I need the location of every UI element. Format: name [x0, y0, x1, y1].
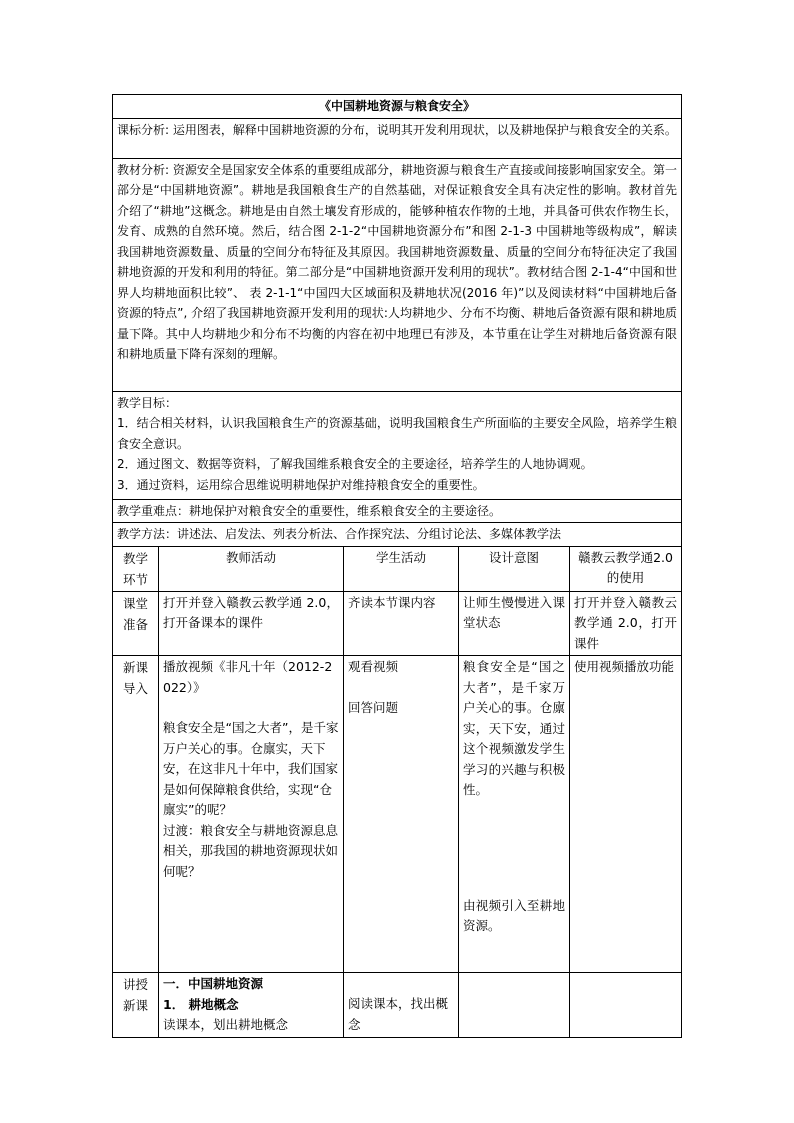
teacher-transition: 过渡：粮食安全与耕地资源息息相关，那我国的耕地资源现状如何呢？ — [163, 822, 339, 879]
student-task: 阅读课本，找出概念 — [348, 996, 449, 1032]
student-activity-prep: 齐读本节课内容 — [344, 591, 459, 656]
design-intent-intro-2: 由视频引入至耕地资源。 — [463, 897, 565, 933]
student-watch-video: 观看视频 — [348, 659, 399, 674]
header-student-activity: 学生活动 — [344, 546, 459, 591]
teacher-play-video: 播放视频《非凡十年（2012-2022）》 — [163, 659, 333, 695]
objective-item: 1．结合相关材料，认识我国粮食生产的资源基础，说明我国粮食生产所面临的主要安全风险，培养学生粮食安全意识。 — [117, 416, 678, 451]
platform-usage-intro: 使用视频播放功能 — [570, 656, 682, 973]
design-intent-teach — [459, 973, 570, 1038]
header-stage: 教学环节 — [113, 546, 159, 591]
teacher-intro-text: 粮食安全是“国之大者”，是千家万户关心的事。仓廪实，天下安，在这非凡十年中，我们国家是如何保障粮食供给，实现“仓廪实”的呢？ — [163, 720, 339, 817]
objective-item: 2．通过图文、数据等资料，了解我国维系粮食安全的主要途径，培养学生的人地协调观。 — [117, 457, 593, 471]
teacher-activity-intro — [159, 656, 344, 973]
stage-new-lesson-intro: 新课导入 — [113, 656, 159, 973]
teaching-methods: 教学方法：讲述法、启发法、列表分析法、合作探究法、分组讨论法、多媒体教学法 — [113, 523, 682, 547]
section-heading: 一．中国耕地资源 — [163, 976, 264, 991]
design-intent-intro-1: 粮食安全是“国之大者”，是千家万户关心的事。仓廪实，天下安，通过这个视频激发学生学习的兴趣与积极性。 — [463, 659, 565, 797]
document-title: 《中国耕地资源与粮食安全》 — [113, 95, 682, 119]
teacher-task: 读课本，划出耕地概念 — [163, 1017, 289, 1032]
table-row — [113, 656, 682, 973]
student-activity-intro — [344, 656, 459, 973]
curriculum-standard-analysis: 课标分析: 运用图表，解释中国耕地资源的分布，说明其开发利用现状，以及耕地保护与粮食安全的关系。 — [113, 118, 682, 158]
student-activity-teach — [344, 973, 459, 1038]
textbook-analysis: 教材分析: 资源安全是国家安全体系的重要组成部分，耕地资源与粮食生产直接或间接影响国家安全。第一部分是“中国耕地资源”。耕地是我国粮食生产的自然基础，对保证粮食安全具有决定性的影响。教材首先介绍了“耕地”这概念。耕地是由自然土壤发育形成的，能够种植农作物的土地，并具备可供农作物生长，发育、成熟的自然环境。然后，结合图 2-1-2“中国耕地资源分布”和图 2-1-3 中国耕地等级构成”，解读我国耕地资源数量、质量的空间分布特征及其原因。我国耕地资源数量、质量的空间分布特征决定了我国耕地资源的开发和利用的特征。第二部分是“中国耕地资源开发利用的现状”。教材结合图 2-1-4“中国和世界人均耕地面积比较”、 表 2-1-1“中国四大区域面积及耕地状况(2016 年)”以及阅读材料“中国耕地后备资源的特点”, 介绍了我国耕地资源开发利用的现状:人均耕地少、分布不均衡、耕地后备资源有限和耕地质量下降。其中人均耕地少和分布不均衡的内容在初中地理已有涉及，本节重在让学生对耕地后备资源有限和耕地质量下降有深刻的理解。 — [113, 158, 682, 391]
design-intent-prep: 让师生慢慢进入课堂状态 — [459, 591, 570, 656]
header-teacher-activity: 教师活动 — [159, 546, 344, 591]
student-answer-questions: 回答问题 — [348, 699, 399, 715]
platform-usage-prep: 打开并登入赣教云教学通 2.0，打开课件 — [570, 591, 682, 656]
header-platform-usage: 赣教云教学通2.0 的使用 — [570, 546, 682, 591]
teacher-activity-prep: 打开并登入赣教云教学通 2.0，打开备课本的课件 — [159, 591, 344, 656]
lesson-plan-table — [112, 94, 682, 1038]
table-row — [113, 591, 682, 656]
key-difficult-points: 教学重难点：耕地保护对粮食安全的重要性，维系粮食安全的主要途径。 — [113, 499, 682, 523]
teacher-activity-teach — [159, 973, 344, 1038]
objective-item: 3．通过资料，运用综合思维说明耕地保护对维持粮食安全的重要性。 — [117, 477, 485, 492]
stage-teach-new-lesson: 讲授新课 — [113, 973, 159, 1038]
table-row — [113, 973, 682, 1038]
subsection-heading: 1． 耕地概念 — [163, 996, 239, 1012]
stage-class-prep: 课堂准备 — [113, 591, 159, 656]
platform-usage-teach — [570, 973, 682, 1038]
objectives-heading: 教学目标： — [117, 395, 178, 410]
header-design-intent: 设计意图 — [459, 546, 570, 591]
teaching-objectives — [113, 391, 682, 499]
design-intent-intro — [459, 656, 570, 973]
